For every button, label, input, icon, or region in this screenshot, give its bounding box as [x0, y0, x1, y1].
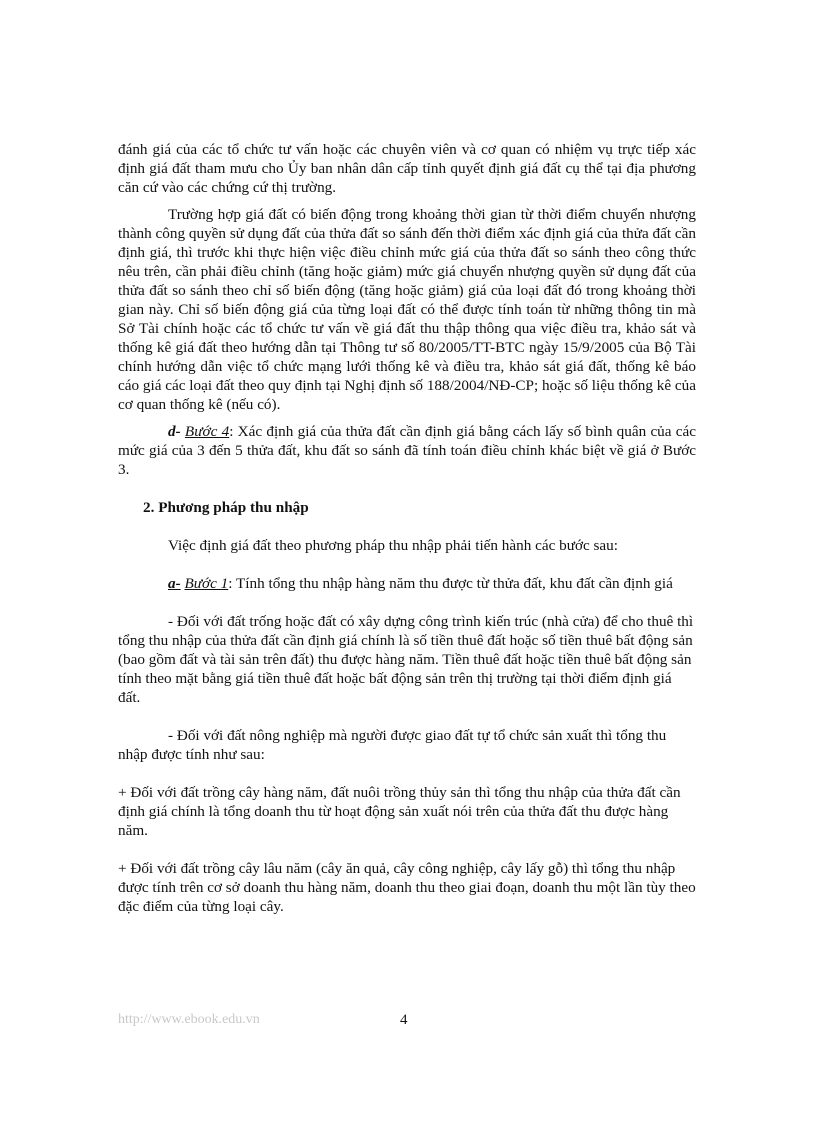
- step-1-label: a-: [168, 575, 181, 592]
- page-footer: [118, 1012, 696, 1034]
- paragraph-intro-steps: Việc định giá đất theo phương pháp thu nhập phải tiến hành các bước sau:: [168, 537, 618, 554]
- document-body: [118, 140, 696, 916]
- paragraph-step-4: [118, 422, 696, 479]
- paragraph-rental-income: - Đối với đất trống hoặc đất có xây dựng công trình kiến trúc (nhà cửa) để cho thuê thì tổng thu nhập của thửa đất cần định giá chính là số tiền thuê đất hoặc số tiền thuê bất động sản (bao gồm đất và tài sản trên đất) thu được hàng năm. Tiền thuê đất hoặc tiền thuê bất động sản tính theo mặt bằng giá tiền thuê đất hoặc bất động sản trên thị trường tại thời điểm định giá đất.: [118, 613, 694, 706]
- step-4-label: d-: [168, 423, 181, 440]
- paragraph-annual-crops: + Đối với đất trồng cây hàng năm, đất nuôi trồng thủy sản thì tổng thu nhập của thửa đất cần định giá chính là tổng doanh thu từ hoạt động sản xuất nói trên của thửa đất thu được hàng năm.: [118, 784, 681, 839]
- section-heading-income-method: 2. Phương pháp thu nhập: [143, 499, 309, 516]
- step-1-text: : Tính tổng thu nhập hàng năm thu được từ thửa đất, khu đất cần định giá: [228, 575, 673, 592]
- paragraph-step-1: [118, 574, 696, 593]
- step-4-text: : Xác định giá của thửa đất cần định giá bằng cách lấy số bình quân của các mức giá của 3 đến 5 thửa đất, khu đất so sánh đã tính toán điều chỉnh khác biệt về giá ở Bước 3.: [118, 423, 696, 478]
- footer-url-link[interactable]: http://www.ebook.edu.vn: [118, 1012, 260, 1027]
- paragraph-price-fluctuation: Trường hợp giá đất có biến động trong khoảng thời gian từ thời điểm chuyển nhượng thành công quyền sử dụng đất của thửa đất so sánh đến thời điểm xác định giá của thửa đất cần định giá, thì trước khi thực hiện việc điều chỉnh mức giá của thửa đất so sánh theo công thức nêu trên, cần phải điều chỉnh (tăng hoặc giảm) mức giá chuyển nhượng quyền sử dụng đất của thửa đất so sánh theo chỉ số biến động (tăng hoặc giảm) giá của loại đất đó trong khoảng thời gian này. Chỉ số biến động giá của từng loại đất có thể được tính toán từ những thông tin mà Sở Tài chính hoặc các tổ chức tư vấn về giá đất thu thập thông qua việc điều tra, khảo sát và thống kê giá đất theo hướng dẫn tại Thông tư số 80/2005/TT-BTC ngày 15/9/2005 của Bộ Tài chính hướng dẫn việc tổ chức mạng lưới thống kê và điều tra, khảo sát giá đất, thống kê báo cáo giá các loại đất theo quy định tại Nghị định số 188/2004/NĐ-CP; hoặc số liệu thống kê của cơ quan thống kê (nếu có).: [118, 206, 696, 413]
- page-number: 4: [400, 1012, 408, 1028]
- paragraph-continuation: đánh giá của các tổ chức tư vấn hoặc các chuyên viên và cơ quan có nhiệm vụ trực tiếp xác định giá đất tham mưu cho Ủy ban nhân dân cấp tỉnh quyết định giá đất cụ thể tại địa phương căn cứ vào các chứng cứ thị trường.: [118, 141, 696, 196]
- paragraph-perennial-crops: + Đối với đất trồng cây lâu năm (cây ăn quả, cây công nghiệp, cây lấy gỗ) thì tổng thu nhập được tính trên cơ sở doanh thu hàng năm, doanh thu theo giai đoạn, doanh thu một lần tùy theo đặc điểm của từng loại cây.: [118, 860, 696, 915]
- paragraph-agricultural-land: - Đối với đất nông nghiệp mà người được giao đất tự tổ chức sản xuất thì tổng thu nhập được tính như sau:: [118, 727, 667, 763]
- step-4-name: Bước 4: [184, 423, 230, 440]
- step-1-name: Bước 1: [184, 575, 229, 592]
